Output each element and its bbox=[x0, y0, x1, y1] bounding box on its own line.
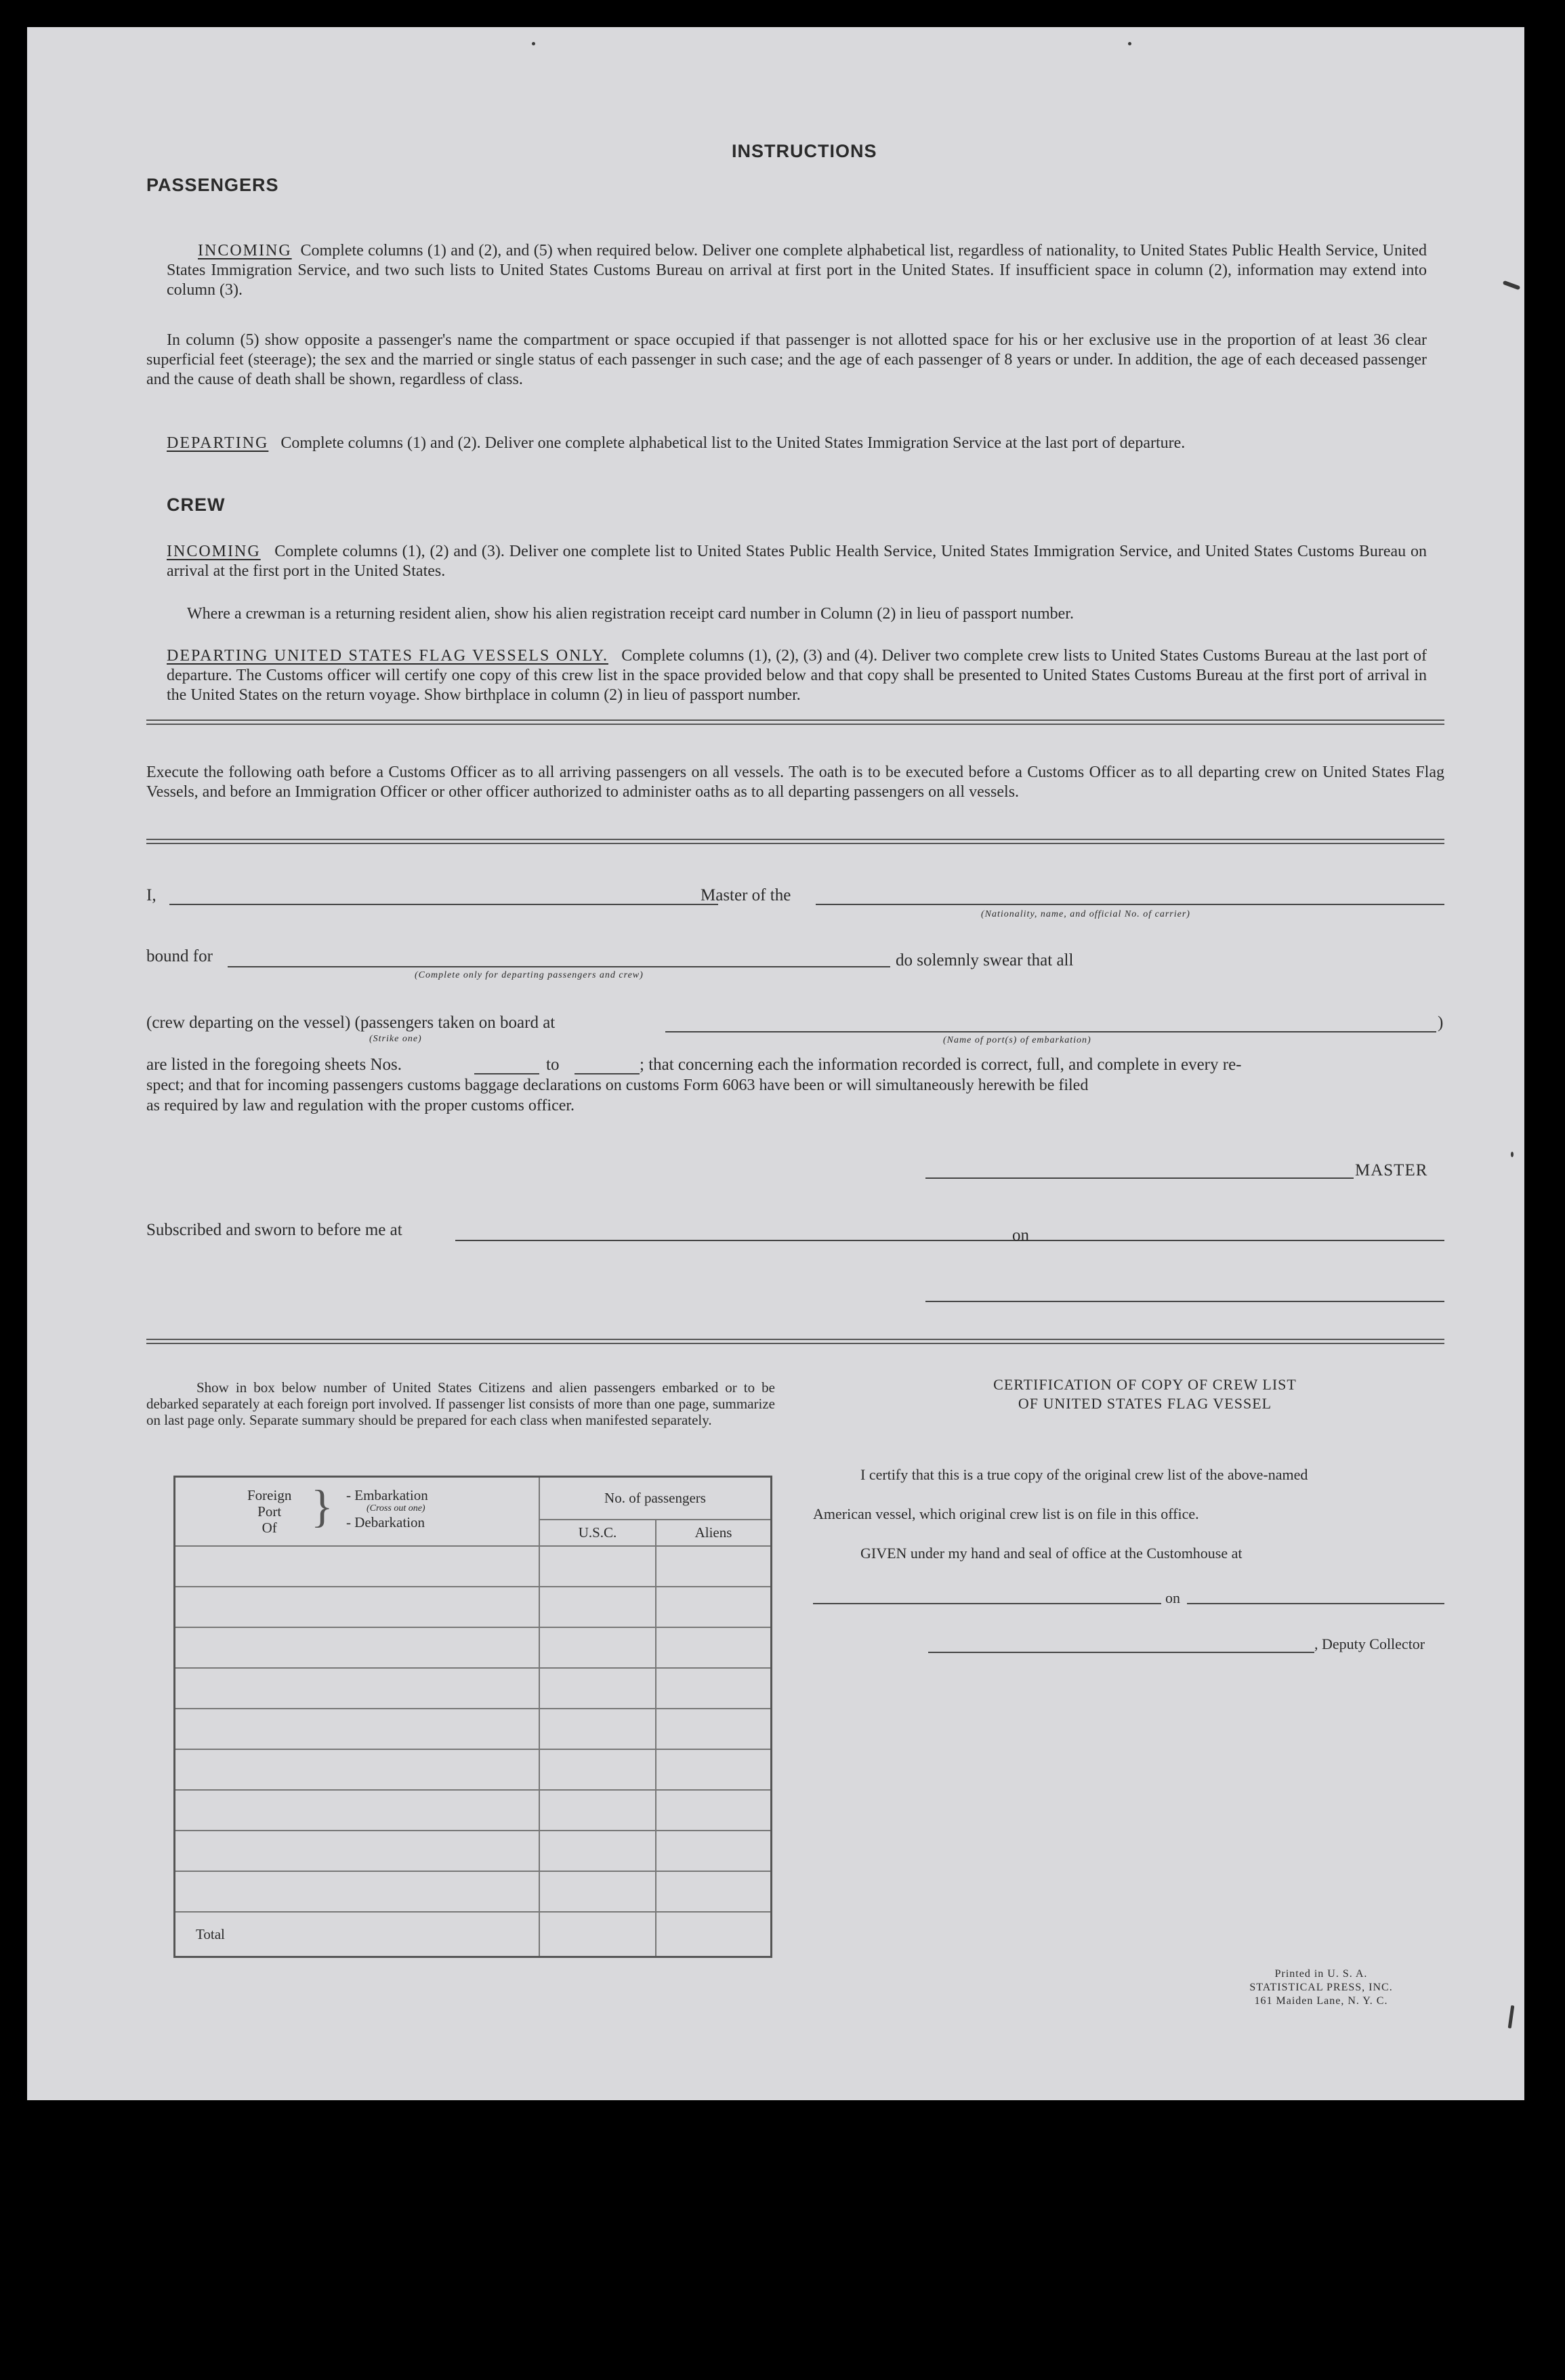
port-word: Port bbox=[257, 1503, 282, 1520]
carrier-line[interactable] bbox=[816, 904, 1444, 905]
listed-text-4: as required by law and regulation with the proper customs officer. bbox=[146, 1097, 575, 1114]
passengers-column5-paragraph: In column (5) show opposite a passenger's name the compartment or space occupied if that passenger is not allotted space for his or her exclusive use in the proportion of at least 36 clear superficial feet (steerage); the sex and the married or single status of each passenger in such case; and the age of each passenger of 8 years or under. In addition, the age of each deceased passenger and the cause of death shall be shown, regardless of class. bbox=[146, 331, 1427, 388]
printer-line-2: STATISTICAL PRESS, INC. bbox=[1249, 1982, 1393, 1993]
table-row bbox=[175, 1709, 772, 1749]
usc-cell[interactable] bbox=[539, 1668, 656, 1709]
oath-i: I, bbox=[146, 886, 156, 904]
listed-sheets-label: are listed in the foregoing sheets Nos. bbox=[146, 1056, 402, 1074]
passengers-departing-text: Complete columns (1) and (2). Deliver one complete alphabetical list to the United States Immigration Service at the last port of departure. bbox=[280, 434, 1186, 452]
master-name-line[interactable] bbox=[169, 904, 718, 905]
table-row bbox=[175, 1587, 772, 1627]
scan-speck bbox=[532, 42, 535, 45]
printer-imprint bbox=[1206, 1967, 1436, 2008]
subscribed-place-line[interactable] bbox=[455, 1240, 1031, 1241]
to-label: to bbox=[546, 1056, 560, 1074]
port-cell[interactable] bbox=[175, 1871, 540, 1912]
foreign-word: Foreign bbox=[247, 1487, 292, 1503]
master-of-the-label: Master of the bbox=[701, 886, 791, 904]
passengers-incoming-label: INCOMING bbox=[198, 242, 292, 259]
scan-speck bbox=[1511, 1152, 1514, 1157]
certify-line-3: GIVEN under my hand and seal of office at the Customhouse at bbox=[860, 1545, 1243, 1562]
divider bbox=[146, 719, 1444, 725]
aliens-cell[interactable] bbox=[656, 1831, 772, 1871]
crew-incoming-text: Complete columns (1), (2) and (3). Deliver one complete list to United States Public Health Service, United States Immigration Service, and United States Customs Bureau on arrival at the first port in the United States. bbox=[167, 543, 1427, 580]
usc-cell[interactable] bbox=[539, 1546, 656, 1587]
officer-signature-line[interactable] bbox=[925, 1301, 1444, 1302]
bound-for-hint: (Complete only for departing passengers and crew) bbox=[415, 970, 644, 980]
certification-title bbox=[840, 1375, 1450, 1413]
crew-heading: CREW bbox=[167, 495, 226, 515]
sheet-to-line[interactable] bbox=[575, 1073, 640, 1074]
scan-speck bbox=[1128, 42, 1131, 45]
on-label: on bbox=[1012, 1226, 1029, 1245]
subscribed-label: Subscribed and sworn to before me at bbox=[146, 1221, 402, 1239]
usc-cell[interactable] bbox=[539, 1587, 656, 1627]
passengers-incoming-paragraph bbox=[167, 241, 1427, 300]
scan-speck bbox=[1503, 280, 1520, 291]
aliens-cell[interactable] bbox=[656, 1546, 772, 1587]
debarkation-label: - Debarkation bbox=[346, 1514, 425, 1530]
of-word: Of bbox=[262, 1520, 277, 1536]
passengers-incoming-text: Complete columns (1) and (2), and (5) when required below. Deliver one complete alphabetical list, regardless of nationality, to United States Public Health Service, United States Immigration Service, and two such lists to United States Customs Bureau on arrival at first port in the United States. If insufficient space in column (2), information may extend into column (3). bbox=[167, 242, 1427, 299]
aliens-cell[interactable] bbox=[656, 1709, 772, 1749]
customhouse-place-line[interactable] bbox=[813, 1603, 1161, 1604]
printer-line-3: 161 Maiden Lane, N. Y. C. bbox=[1254, 1995, 1388, 2007]
certification-title-line-2: OF UNITED STATES FLAG VESSEL bbox=[1018, 1395, 1272, 1412]
usc-header: U.S.C. bbox=[539, 1520, 656, 1546]
embarkation-label: - Embarkation bbox=[346, 1487, 428, 1503]
foreign-port-of-label bbox=[247, 1487, 291, 1536]
embarkation-ports-line[interactable] bbox=[665, 1031, 1436, 1032]
aliens-header: Aliens bbox=[656, 1520, 772, 1546]
port-cell[interactable] bbox=[175, 1709, 540, 1749]
ports-hint: (Name of port(s) of embarkation) bbox=[943, 1035, 1091, 1045]
usc-cell[interactable] bbox=[539, 1749, 656, 1790]
nationality-hint: (Nationality, name, and official No. of carrier) bbox=[981, 909, 1190, 919]
aliens-cell[interactable] bbox=[656, 1668, 772, 1709]
total-label: Total bbox=[175, 1912, 540, 1957]
table-row bbox=[175, 1790, 772, 1831]
usc-cell[interactable] bbox=[539, 1790, 656, 1831]
port-cell[interactable] bbox=[175, 1546, 540, 1587]
form-page bbox=[27, 27, 1524, 2100]
usc-cell[interactable] bbox=[539, 1831, 656, 1871]
passengers-heading: PASSENGERS bbox=[146, 175, 279, 195]
certify-line-2: American vessel, which original crew list is on file in this office. bbox=[813, 1505, 1199, 1522]
aliens-cell[interactable] bbox=[656, 1871, 772, 1912]
oath-intro: Execute the following oath before a Customs Officer as to all arriving passengers on all vessels. The oath is to be executed before a Customs Officer as to all departing crew on United States Flag Vessels, and before an Immigration Officer or other officer authorized to administer oaths as to all departing passengers on all vessels. bbox=[146, 764, 1444, 801]
summary-table bbox=[173, 1476, 772, 1958]
listed-text-2: ; that concerning each the information recorded is correct, full, and complete in every re- bbox=[640, 1056, 1242, 1074]
table-row bbox=[175, 1668, 772, 1709]
listed-text-3: spect; and that for incoming passengers customs baggage declarations on customs Form 6063 have been or will simultaneously herewith be filed bbox=[146, 1077, 1089, 1094]
port-cell[interactable] bbox=[175, 1790, 540, 1831]
bound-for-line[interactable] bbox=[228, 966, 890, 967]
usc-cell[interactable] bbox=[539, 1709, 656, 1749]
deputy-collector-label: , Deputy Collector bbox=[1314, 1635, 1425, 1652]
summary-intro: Show in box below number of United States Citizens and alien passengers embarked or to be debarked separately at each foreign port involved. If passenger list consists of more than one page, summarize on last page only. Separate summary should be prepared for each class when manifested separately. bbox=[146, 1379, 775, 1428]
port-cell[interactable] bbox=[175, 1587, 540, 1627]
no-of-passengers-header: No. of passengers bbox=[539, 1477, 772, 1520]
aliens-cell[interactable] bbox=[656, 1627, 772, 1668]
embark-debark-labels bbox=[346, 1487, 428, 1530]
crew-departing-label: DEPARTING UNITED STATES FLAG VESSELS ONLY. bbox=[167, 647, 608, 665]
usc-cell[interactable] bbox=[539, 1871, 656, 1912]
close-paren: ) bbox=[1438, 1014, 1444, 1032]
aliens-cell[interactable] bbox=[656, 1749, 772, 1790]
crew-crewman-paragraph: Where a crewman is a returning resident alien, show his alien registration receipt card number in Column (2) in lieu of passport number. bbox=[187, 605, 1074, 623]
crew-incoming-label: INCOMING bbox=[167, 543, 261, 560]
table-row bbox=[175, 1831, 772, 1871]
total-row bbox=[175, 1912, 772, 1957]
cross-out-hint: (Cross out one) bbox=[367, 1503, 425, 1513]
crew-departing-text: (crew departing on the vessel) (passengers taken on board at bbox=[146, 1014, 556, 1032]
swear-text: do solemnly swear that all bbox=[896, 951, 1074, 969]
port-cell[interactable] bbox=[175, 1831, 540, 1871]
certify-date-line[interactable] bbox=[1187, 1603, 1444, 1604]
total-aliens-cell[interactable] bbox=[656, 1912, 772, 1957]
scan-speck bbox=[1508, 2005, 1515, 2028]
divider bbox=[146, 839, 1444, 844]
master-label: MASTER bbox=[1355, 1161, 1428, 1179]
certification-title-line-1: CERTIFICATION OF COPY OF CREW LIST bbox=[993, 1376, 1297, 1393]
crew-departing-text: Complete columns (1), (2), (3) and (4). Deliver two complete crew lists to United States Customs Bureau at the last port of departure. The Customs officer will certify one copy of this crew list in the space provided below and that copy shall be presented to United States Customs Bureau at the first port of arrival in the United States on the return voyage. Show birthplace in column (2) in lieu of passport number. bbox=[167, 647, 1427, 704]
printer-line-1: Printed in U. S. A. bbox=[1274, 1968, 1368, 1980]
port-cell[interactable] bbox=[175, 1749, 540, 1790]
table-row bbox=[175, 1627, 772, 1668]
passengers-departing-paragraph bbox=[167, 434, 1427, 453]
deputy-signature-line[interactable] bbox=[928, 1652, 1314, 1653]
total-usc-cell[interactable] bbox=[539, 1912, 656, 1957]
master-signature-line[interactable] bbox=[925, 1177, 1354, 1179]
brace-glyph: } bbox=[311, 1480, 333, 1532]
sheet-from-line[interactable] bbox=[474, 1073, 539, 1074]
strike-one-hint: (Strike one) bbox=[369, 1034, 422, 1044]
instructions-title: INSTRUCTIONS bbox=[732, 141, 877, 161]
crew-departing-paragraph bbox=[167, 646, 1427, 705]
usc-cell[interactable] bbox=[539, 1627, 656, 1668]
subscribed-date-line[interactable] bbox=[1031, 1240, 1444, 1241]
passengers-departing-label: DEPARTING bbox=[167, 434, 269, 452]
divider bbox=[146, 1339, 1444, 1344]
table-row bbox=[175, 1749, 772, 1790]
table-row bbox=[175, 1546, 772, 1587]
certify-on-label: on bbox=[1165, 1589, 1180, 1606]
certify-line-1: I certify that this is a true copy of the original crew list of the above-named bbox=[860, 1466, 1308, 1483]
bound-for-label: bound for bbox=[146, 947, 213, 965]
table-row bbox=[175, 1871, 772, 1912]
crew-incoming-paragraph bbox=[167, 542, 1427, 581]
aliens-cell[interactable] bbox=[656, 1790, 772, 1831]
port-cell[interactable] bbox=[175, 1627, 540, 1668]
port-header-cell bbox=[175, 1477, 540, 1547]
port-cell[interactable] bbox=[175, 1668, 540, 1709]
aliens-cell[interactable] bbox=[656, 1587, 772, 1627]
